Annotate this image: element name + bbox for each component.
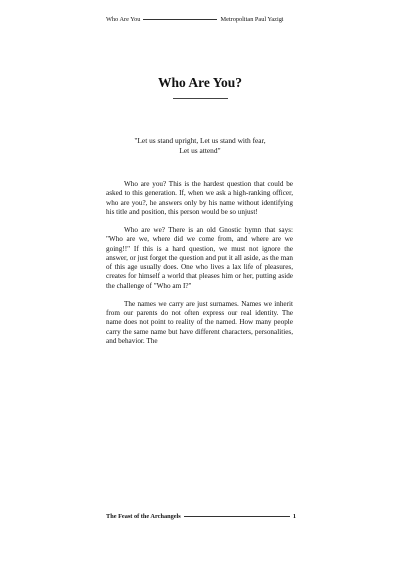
title-underline [173, 98, 228, 99]
paragraph: The names we carry are just surnames. Names we inherit from our parents do not often express our real identity. The name does not point to reality of the named. How many people carry the same name but have different characters, personalities, and behavior. The [106, 299, 293, 345]
paragraph: Who are we? There is an old Gnostic hymn that says: "Who are we, where did we come from, and where are we going!!" If this is a hard question, we must not ignore the answer, or just forget the question and put it all aside, as the man of this age usually does. One who lives a lax life of pleasures, creates for himself a world that pleases him or her, putting aside the challenge of "Who am I?" [106, 226, 293, 290]
epigraph [120, 136, 280, 156]
paragraph: Who are you? This is the hardest question that could be asked to this generation. If, when we ask a high-ranking officer, who are you?, he answers only by his name without identifying his title and position, this person would be so unjust! [106, 180, 293, 216]
epigraph-line: "Let us stand upright, Let us stand with fear, [134, 136, 266, 145]
header-book-title: Who Are You [106, 16, 141, 23]
running-footer [106, 513, 296, 520]
chapter-title: Who Are You? [157, 75, 242, 90]
body-text [106, 180, 293, 355]
epigraph-line: Let us attend" [179, 146, 221, 155]
header-rule [143, 19, 217, 20]
footer-rule [184, 516, 290, 517]
running-header [106, 16, 346, 23]
footer-section-title: The Feast of the Archangels [106, 513, 181, 520]
header-author: Metropolitan Paul Yazigi [220, 16, 284, 23]
page-number: 1 [292, 513, 296, 520]
